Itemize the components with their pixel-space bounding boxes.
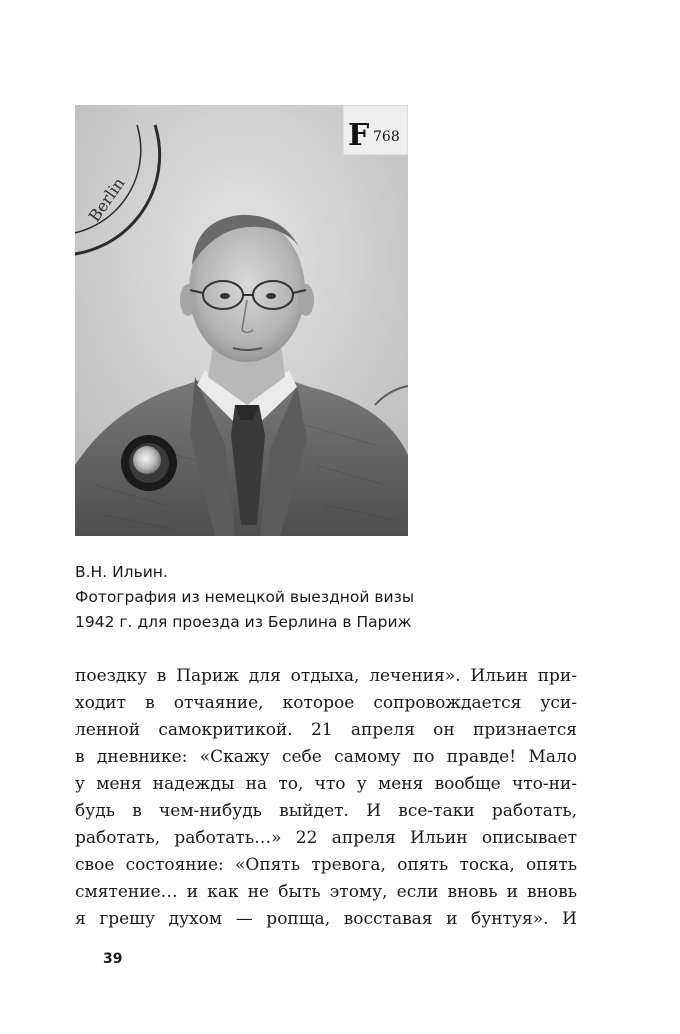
text-line: свое состояние: «Опять тревога, опять тоска, опять: [75, 855, 577, 875]
body-paragraph: [75, 663, 577, 933]
caption-line: В.Н. Ильин.: [75, 563, 168, 581]
text-line: ходит в отчаяние, которое сопровождается уси-: [75, 693, 577, 713]
page-number: 39: [103, 951, 123, 967]
portrait-photo-image: [75, 105, 408, 536]
caption-line: 1942 г. для проезда из Берлина в Париж: [75, 613, 412, 631]
portrait-photo: [75, 105, 408, 536]
photo-label-card: [343, 105, 408, 155]
text-line: я грешу духом — ропща, восставая и бунтуя». И: [75, 909, 577, 929]
text-line: ленной самокритикой. 21 апреля он признается: [75, 720, 577, 740]
text-line: в дневнике: «Скажу себе самому по правде! Мало: [75, 747, 577, 767]
photo-label-letter: F: [348, 118, 370, 153]
photo-caption: [75, 560, 495, 635]
text-line: будь в чем-нибудь выйдет. И все-таки работать,: [75, 801, 577, 821]
text-line: работать, работать…» 22 апреля Ильин описывает: [75, 828, 577, 848]
text-line: поездку в Париж для отдыха, лечения». Ильин при-: [75, 666, 577, 686]
text-line: смятение… и как не быть этому, если вновь и вновь: [75, 882, 577, 902]
photo-rivet: [121, 435, 177, 491]
text-line: у меня надежды на то, что у меня вообще что-ни-: [75, 774, 577, 794]
photo-label-text: 768: [373, 129, 400, 145]
caption-line: Фотография из немецкой выездной визы: [75, 588, 415, 606]
stamp-text: Berlin: [84, 173, 129, 226]
